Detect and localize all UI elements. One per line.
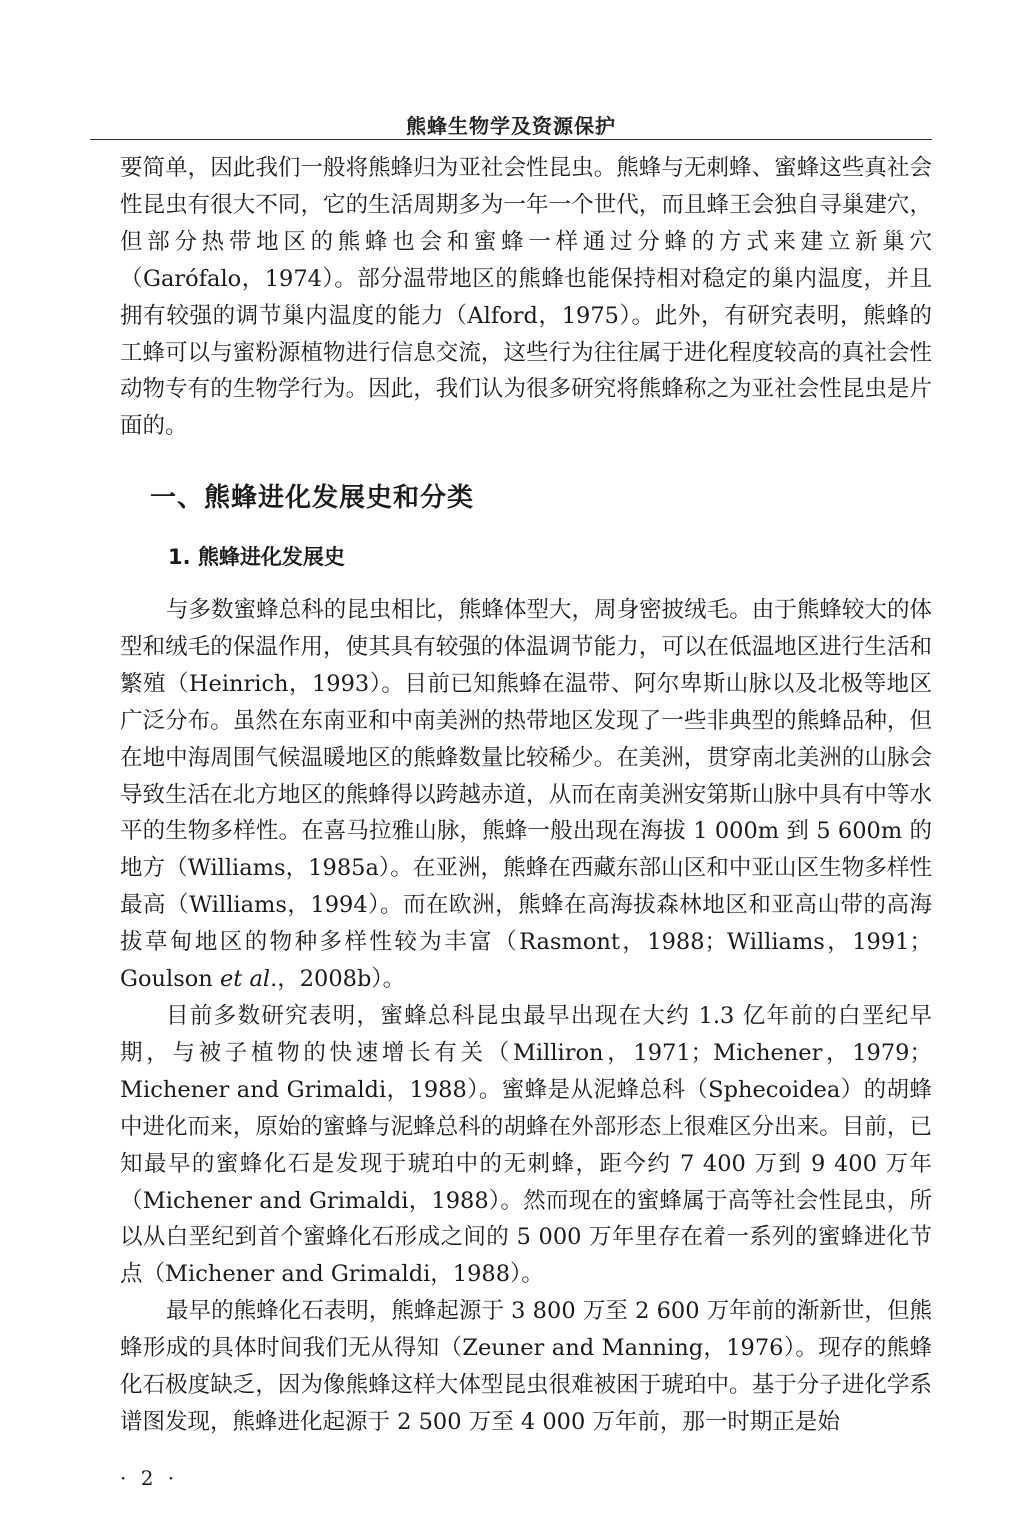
subsection-heading: 1. 熊蜂进化发展史	[168, 545, 345, 569]
intro-paragraph: 要简单，因此我们一般将熊蜂归为亚社会性昆虫。熊蜂与无刺蜂、蜜蜂这些真社会性昆虫有很大不同，它的生活周期多为一年一个世代，而且蜂王会独自寻巢建穴，但部分热带地区的熊蜂也会和蜜蜂一样通过分蜂的方式来建立新巢穴（Garófalo，1974）。部分温带地区的熊蜂也能保持相对稳定的巢内温度，并且拥有较强的调节巢内温度的能力（Alford，1975）。此外，有研究表明，熊蜂的工蜂可以与蜜粉源植物进行信息交流，这些行为往往属于进化程度较高的真社会性动物专有的生物学行为。因此，我们认为很多研究将熊蜂称之为亚社会性昆虫是片面的。	[120, 155, 932, 440]
page-number: · 2 ·	[120, 1466, 179, 1490]
main-text	[120, 592, 932, 1441]
paragraph-distribution	[120, 592, 932, 998]
paragraph-origin: 目前多数研究表明，蜜蜂总科昆虫最早出现在大约 1.3 亿年前的白垩纪早期，与被子植物的快速增长有关（Milliron，1971；Michener，1979；Michener and Grimaldi，1988）。蜜蜂是从泥蜂总科（Sphecoidea）的胡蜂中进化而来，原始的蜜蜂与泥蜂总科的胡蜂在外部形态上很难区分出来。目前，已知最早的蜜蜂化石是发现于琥珀中的无刺蜂，距今约 7 400 万到 9 400 万年（Michener and Grimaldi，1988）。然而现在的蜜蜂属于高等社会性昆虫，所以从白垩纪到首个蜜蜂化石形成之间的 5 000 万年里存在着一系列的蜜蜂进化节点（Michener and Grimaldi，1988）。	[120, 1002, 932, 1288]
paragraph-text: 与多数蜜蜂总科的昆虫相比，熊蜂体型大，周身密披绒毛。由于熊蜂较大的体型和绒毛的保温作用，使其具有较强的体温调节能力，可以在低温地区进行生活和繁殖（Heinrich，1993）。目前已知熊蜂在温带、阿尔卑斯山脉以及北极等地区广泛分布。虽然在东南亚和中南美洲的热带地区发现了一些非典型的熊蜂品种，但在地中海周围气候温暖地区的熊蜂数量比较稀少。在美洲，贯穿南北美洲的山脉会导致生活在北方地区的熊蜂得以跨越赤道，从而在南美洲安第斯山脉中具有中等水平的生物多样性。在喜马拉雅山脉，熊蜂一般出现在海拔 1 000m 到 5 600m 的地方（Williams，1985a）。在亚洲，熊蜂在西藏东部山区和中亚山区生物多样性最高（Williams，1994）。而在欧洲，熊蜂在高海拔森林地区和亚高山带的高海拔草甸地区的物种多样性较为丰富（Rasmont，1988；Williams，1991；Goulson	[120, 597, 932, 993]
running-header: 熊蜂生物学及资源保护	[406, 114, 616, 138]
intro-text	[120, 150, 932, 445]
paragraph-fossil: 最早的熊蜂化石表明，熊蜂起源于 3 800 万至 2 600 万年前的渐新世，但熊蜂形成的具体时间我们无从得知（Zeuner and Manning，1976）。现存的熊蜂化石极度缺乏，因为像熊蜂这样大体型昆虫很难被困于琥珀中。基于分子进化学系谱图发现，熊蜂进化起源于 2 500 万至 4 000 万年前，那一时期正是始	[120, 1298, 932, 1435]
section-heading: 一、熊蜂进化发展史和分类	[150, 483, 475, 513]
paragraph-text: .，2008b）。	[270, 966, 406, 993]
et-al-italic: et al	[219, 966, 271, 993]
header-rule	[90, 139, 932, 140]
